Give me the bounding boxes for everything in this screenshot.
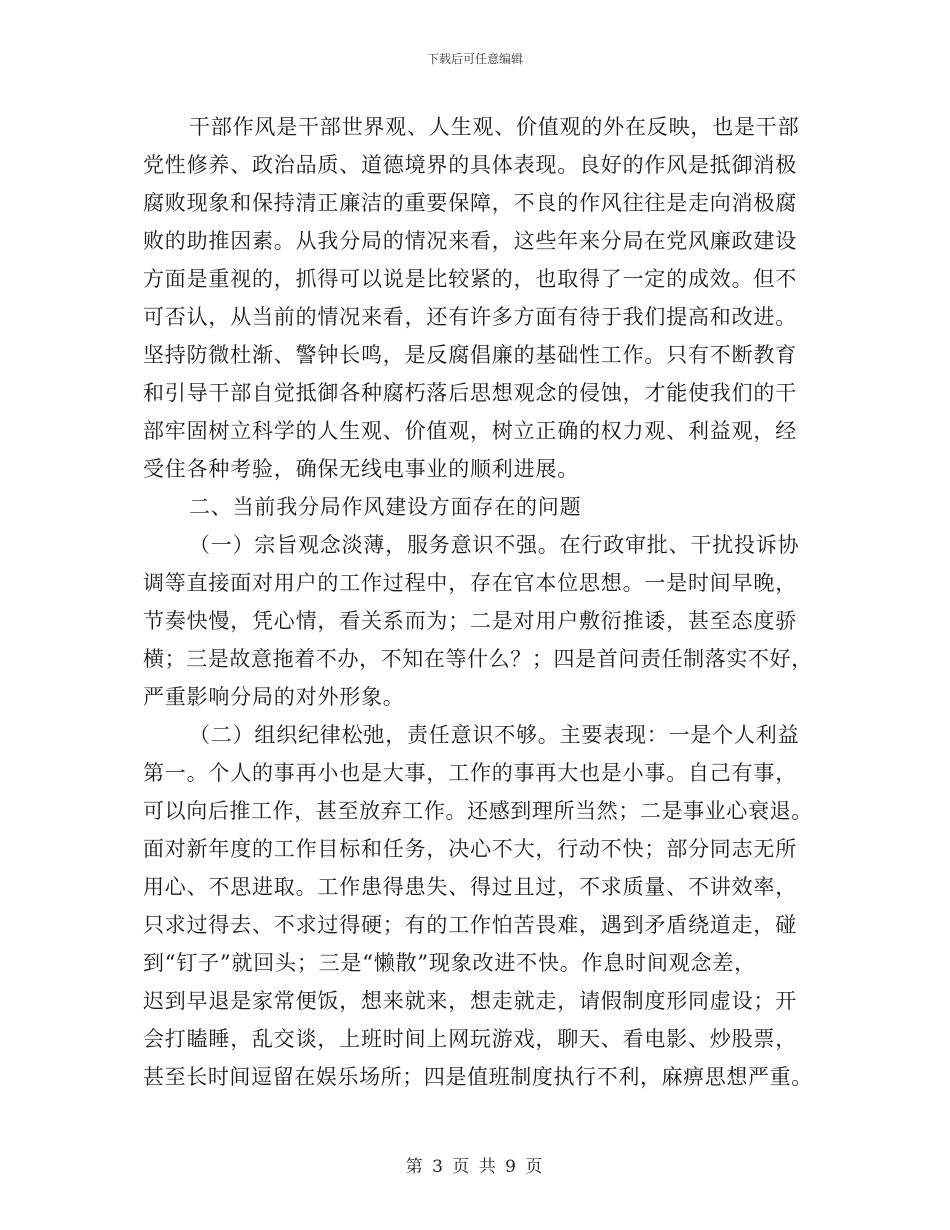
text-line: 用心、不思进取。工作患得患失、得过且过，不求质量、不讲效率， bbox=[143, 875, 797, 899]
text-line: 面对新年度的工作目标和任务，决心不大，行动不快；部分同志无所 bbox=[143, 837, 797, 861]
text-line: 只求过得去、不求过得硬；有的工作怕苦畏难，遇到矛盾绕道走，碰 bbox=[143, 913, 797, 937]
text-line: 二、当前我分局作风建设方面存在的问题 bbox=[189, 495, 582, 519]
text-line: 败的助推因素。从我分局的情况来看，这些年来分局在党风廉政建设 bbox=[143, 229, 797, 253]
text-line: 坚持防微杜渐、警钟长鸣，是反腐倡廉的基础性工作。只有不断教育 bbox=[143, 343, 797, 367]
text-line: 腐败现象和保持清正廉洁的重要保障，不良的作风往往是走向消极腐 bbox=[143, 191, 797, 215]
text-line: 干部作风是干部世界观、人生观、价值观的外在反映，也是干部 bbox=[189, 115, 800, 139]
text-line: （二）组织纪律松弛，责任意识不够。主要表现：一是个人利益 bbox=[189, 723, 800, 747]
text-line: 党性修养、政治品质、道德境界的具体表现。良好的作风是抵御消极 bbox=[143, 153, 797, 177]
text-line: 严重影响分局的对外形象。 bbox=[143, 685, 405, 709]
text-line: 和引导干部自觉抵御各种腐朽落后思想观念的侵蚀，才能使我们的干 bbox=[143, 381, 797, 405]
text-line: 方面是重视的，抓得可以说是比较紧的，也取得了一定的成效。但不 bbox=[143, 267, 797, 291]
text-line: 部牢固树立科学的人生观、价值观，树立正确的权力观、利益观，经 bbox=[143, 419, 797, 443]
text-line: 第一。个人的事再小也是大事，工作的事再大也是小事。自己有事， bbox=[143, 761, 797, 785]
text-line: 到“钉子”就回头；三是“懒散”现象改进不快。作息时间观念差， bbox=[143, 951, 756, 975]
text-line: 迟到早退是家常便饭，想来就来，想走就走，请假制度形同虚设；开 bbox=[143, 989, 797, 1013]
text-line: 受住各种考验，确保无线电事业的顺利进展。 bbox=[143, 457, 579, 481]
text-line: 甚至长时间逗留在娱乐场所；四是值班制度执行不利，麻痹思想严重。 bbox=[143, 1065, 813, 1089]
text-line: 节奏快慢，凭心情，看关系而为；二是对用户敷衍推诿，甚至态度骄 bbox=[143, 609, 797, 633]
text-line: 调等直接面对用户的工作过程中，存在官本位思想。一是时间早晚， bbox=[143, 571, 797, 595]
text-line: 横；三是故意拖着不办，不知在等什么？；四是首问责任制落实不好， bbox=[143, 647, 813, 671]
text-line: 会打瞌睡，乱交谈，上班时间上网玩游戏，聊天、看电影、炒股票， bbox=[143, 1027, 797, 1051]
text-line: 可否认，从当前的情况来看，还有许多方面有待于我们提高和改进。 bbox=[143, 305, 797, 329]
text-line: 可以向后推工作，甚至放弃工作。还感到理所当然；二是事业心衰退。 bbox=[143, 799, 813, 823]
page-header: 下载后可任意编辑 bbox=[426, 52, 523, 66]
document-body bbox=[143, 108, 813, 1096]
page-number: 第 3 页 共 9 页 bbox=[405, 1157, 545, 1177]
text-line: （一）宗旨观念淡薄，服务意识不强。在行政审批、干扰投诉协 bbox=[189, 533, 800, 557]
